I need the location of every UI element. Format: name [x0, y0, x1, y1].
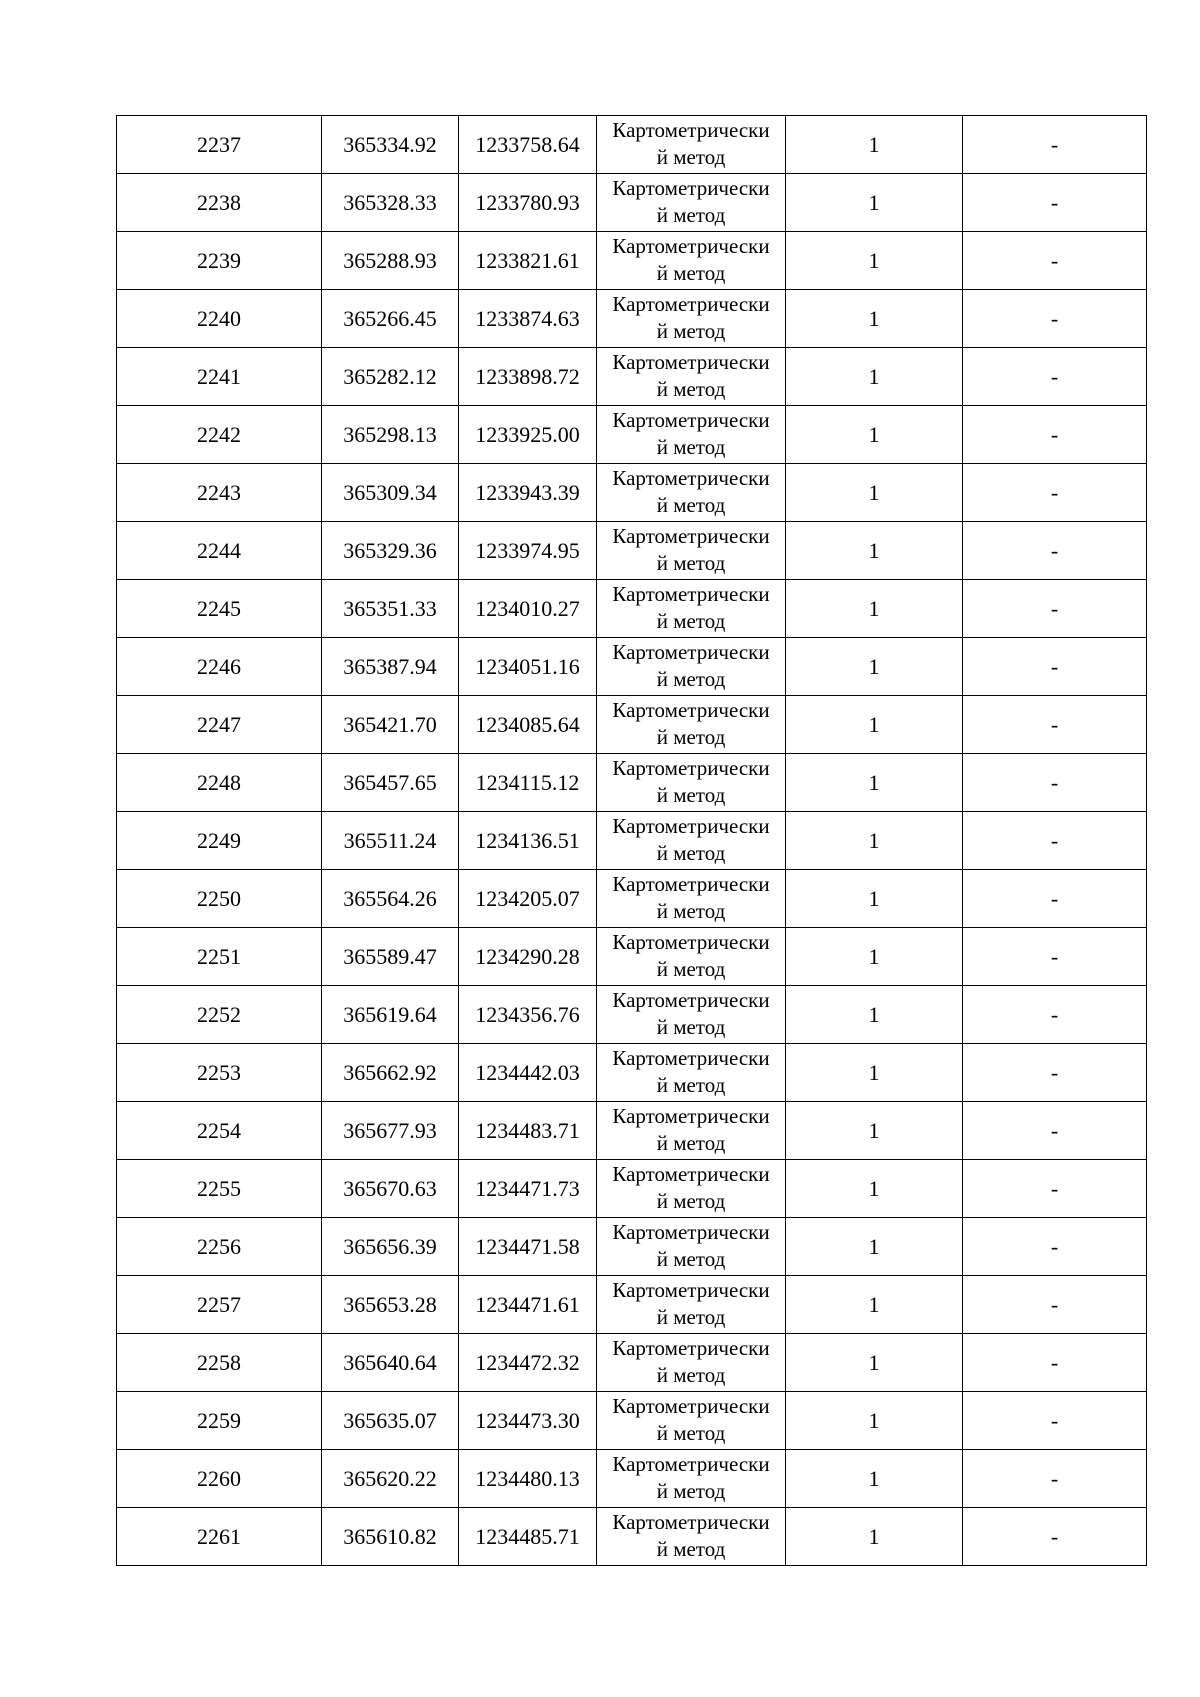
point-number-cell: 2239	[117, 232, 322, 290]
x-coordinate-cell: 365656.39	[322, 1218, 459, 1276]
method-line-1: Картометрически	[612, 1046, 770, 1070]
point-number-cell: 2248	[117, 754, 322, 812]
point-number-cell: 2251	[117, 928, 322, 986]
y-coordinate-cell: 1233780.93	[459, 174, 597, 232]
method-cell	[597, 464, 786, 522]
accuracy-cell: 1	[786, 870, 963, 928]
y-coordinate-cell: 1234356.76	[459, 986, 597, 1044]
method-line-1: Картометрически	[612, 1220, 770, 1244]
table-row	[117, 174, 1147, 232]
note-cell: -	[963, 232, 1147, 290]
method-line-1: Картометрически	[612, 756, 770, 780]
method-line-2: й метод	[656, 841, 726, 865]
method-line-1: Картометрически	[612, 582, 770, 606]
method-line-1: Картометрически	[612, 1394, 770, 1418]
note-cell: -	[963, 1334, 1147, 1392]
point-number-cell: 2260	[117, 1450, 322, 1508]
y-coordinate-cell: 1233943.39	[459, 464, 597, 522]
x-coordinate-cell: 365620.22	[322, 1450, 459, 1508]
accuracy-cell: 1	[786, 1160, 963, 1218]
method-line-1: Картометрически	[612, 988, 770, 1012]
x-coordinate-cell: 365266.45	[322, 290, 459, 348]
method-cell	[597, 116, 786, 174]
note-cell: -	[963, 174, 1147, 232]
method-cell	[597, 406, 786, 464]
table-row	[117, 522, 1147, 580]
method-line-2: й метод	[656, 1015, 726, 1039]
accuracy-cell: 1	[786, 1450, 963, 1508]
note-cell: -	[963, 638, 1147, 696]
x-coordinate-cell: 365334.92	[322, 116, 459, 174]
method-line-1: Картометрически	[612, 1104, 770, 1128]
method-cell	[597, 1508, 786, 1566]
table-row	[117, 232, 1147, 290]
x-coordinate-cell: 365329.36	[322, 522, 459, 580]
point-number-cell: 2240	[117, 290, 322, 348]
table-row	[117, 1392, 1147, 1450]
note-cell: -	[963, 464, 1147, 522]
table-row	[117, 1276, 1147, 1334]
method-cell	[597, 928, 786, 986]
method-line-2: й метод	[656, 609, 726, 633]
table-row	[117, 812, 1147, 870]
method-cell	[597, 754, 786, 812]
point-number-cell: 2257	[117, 1276, 322, 1334]
table-row	[117, 928, 1147, 986]
y-coordinate-cell: 1234471.58	[459, 1218, 597, 1276]
point-number-cell: 2261	[117, 1508, 322, 1566]
accuracy-cell: 1	[786, 580, 963, 638]
method-cell	[597, 1160, 786, 1218]
coordinates-table	[116, 115, 1147, 1566]
note-cell: -	[963, 1044, 1147, 1102]
x-coordinate-cell: 365511.24	[322, 812, 459, 870]
accuracy-cell: 1	[786, 174, 963, 232]
method-line-2: й метод	[656, 319, 726, 343]
note-cell: -	[963, 1450, 1147, 1508]
x-coordinate-cell: 365640.64	[322, 1334, 459, 1392]
method-line-2: й метод	[656, 435, 726, 459]
point-number-cell: 2246	[117, 638, 322, 696]
note-cell: -	[963, 696, 1147, 754]
x-coordinate-cell: 365288.93	[322, 232, 459, 290]
y-coordinate-cell: 1234471.73	[459, 1160, 597, 1218]
method-line-1: Картометрически	[612, 930, 770, 954]
method-line-1: Картометрически	[612, 698, 770, 722]
point-number-cell: 2252	[117, 986, 322, 1044]
x-coordinate-cell: 365589.47	[322, 928, 459, 986]
method-line-2: й метод	[656, 1363, 726, 1387]
method-line-1: Картометрически	[612, 1452, 770, 1476]
method-line-2: й метод	[656, 667, 726, 691]
method-line-2: й метод	[656, 203, 726, 227]
table-row	[117, 986, 1147, 1044]
method-line-1: Картометрически	[612, 1162, 770, 1186]
accuracy-cell: 1	[786, 1508, 963, 1566]
table-row	[117, 290, 1147, 348]
point-number-cell: 2249	[117, 812, 322, 870]
point-number-cell: 2238	[117, 174, 322, 232]
y-coordinate-cell: 1234480.13	[459, 1450, 597, 1508]
method-cell	[597, 1276, 786, 1334]
x-coordinate-cell: 365610.82	[322, 1508, 459, 1566]
point-number-cell: 2258	[117, 1334, 322, 1392]
y-coordinate-cell: 1234442.03	[459, 1044, 597, 1102]
method-cell	[597, 638, 786, 696]
method-cell	[597, 986, 786, 1044]
method-cell	[597, 1334, 786, 1392]
note-cell: -	[963, 1102, 1147, 1160]
method-line-1: Картометрически	[612, 118, 770, 142]
table-row	[117, 754, 1147, 812]
method-cell	[597, 290, 786, 348]
note-cell: -	[963, 1508, 1147, 1566]
accuracy-cell: 1	[786, 232, 963, 290]
point-number-cell: 2243	[117, 464, 322, 522]
method-cell	[597, 870, 786, 928]
y-coordinate-cell: 1233898.72	[459, 348, 597, 406]
point-number-cell: 2259	[117, 1392, 322, 1450]
table-row	[117, 1218, 1147, 1276]
method-line-1: Картометрически	[612, 350, 770, 374]
x-coordinate-cell: 365328.33	[322, 174, 459, 232]
accuracy-cell: 1	[786, 928, 963, 986]
x-coordinate-cell: 365564.26	[322, 870, 459, 928]
method-line-2: й метод	[656, 377, 726, 401]
y-coordinate-cell: 1234472.32	[459, 1334, 597, 1392]
method-line-2: й метод	[656, 725, 726, 749]
note-cell: -	[963, 1218, 1147, 1276]
method-line-1: Картометрически	[612, 814, 770, 838]
y-coordinate-cell: 1234205.07	[459, 870, 597, 928]
accuracy-cell: 1	[786, 464, 963, 522]
table-row	[117, 1044, 1147, 1102]
method-line-2: й метод	[656, 145, 726, 169]
accuracy-cell: 1	[786, 1392, 963, 1450]
method-line-1: Картометрически	[612, 1336, 770, 1360]
table-row	[117, 1334, 1147, 1392]
method-line-1: Картометрически	[612, 234, 770, 258]
note-cell: -	[963, 580, 1147, 638]
method-line-2: й метод	[656, 551, 726, 575]
method-line-1: Картометрически	[612, 466, 770, 490]
y-coordinate-cell: 1234483.71	[459, 1102, 597, 1160]
method-cell	[597, 522, 786, 580]
method-line-1: Картометрически	[612, 176, 770, 200]
method-cell	[597, 348, 786, 406]
accuracy-cell: 1	[786, 1102, 963, 1160]
table-row	[117, 580, 1147, 638]
table-row	[117, 1102, 1147, 1160]
y-coordinate-cell: 1234485.71	[459, 1508, 597, 1566]
point-number-cell: 2250	[117, 870, 322, 928]
point-number-cell: 2247	[117, 696, 322, 754]
method-line-2: й метод	[656, 1421, 726, 1445]
y-coordinate-cell: 1233758.64	[459, 116, 597, 174]
table-row	[117, 1508, 1147, 1566]
method-line-1: Картометрически	[612, 1278, 770, 1302]
method-line-2: й метод	[656, 1131, 726, 1155]
accuracy-cell: 1	[786, 638, 963, 696]
method-line-2: й метод	[656, 783, 726, 807]
accuracy-cell: 1	[786, 812, 963, 870]
table-row	[117, 638, 1147, 696]
method-line-2: й метод	[656, 261, 726, 285]
x-coordinate-cell: 365662.92	[322, 1044, 459, 1102]
note-cell: -	[963, 1160, 1147, 1218]
y-coordinate-cell: 1233925.00	[459, 406, 597, 464]
method-cell	[597, 1218, 786, 1276]
y-coordinate-cell: 1234051.16	[459, 638, 597, 696]
note-cell: -	[963, 348, 1147, 406]
note-cell: -	[963, 754, 1147, 812]
table-row	[117, 348, 1147, 406]
table-row	[117, 464, 1147, 522]
note-cell: -	[963, 928, 1147, 986]
note-cell: -	[963, 522, 1147, 580]
point-number-cell: 2256	[117, 1218, 322, 1276]
accuracy-cell: 1	[786, 290, 963, 348]
x-coordinate-cell: 365351.33	[322, 580, 459, 638]
note-cell: -	[963, 812, 1147, 870]
method-line-2: й метод	[656, 1479, 726, 1503]
y-coordinate-cell: 1233974.95	[459, 522, 597, 580]
method-line-1: Картометрически	[612, 408, 770, 432]
point-number-cell: 2237	[117, 116, 322, 174]
method-line-1: Картометрически	[612, 872, 770, 896]
x-coordinate-cell: 365653.28	[322, 1276, 459, 1334]
y-coordinate-cell: 1234290.28	[459, 928, 597, 986]
method-cell	[597, 174, 786, 232]
table-row	[117, 870, 1147, 928]
y-coordinate-cell: 1234473.30	[459, 1392, 597, 1450]
method-cell	[597, 1392, 786, 1450]
method-cell	[597, 812, 786, 870]
note-cell: -	[963, 116, 1147, 174]
method-line-2: й метод	[656, 1537, 726, 1561]
x-coordinate-cell: 365421.70	[322, 696, 459, 754]
table-row	[117, 116, 1147, 174]
accuracy-cell: 1	[786, 116, 963, 174]
accuracy-cell: 1	[786, 1044, 963, 1102]
point-number-cell: 2242	[117, 406, 322, 464]
note-cell: -	[963, 1392, 1147, 1450]
y-coordinate-cell: 1234010.27	[459, 580, 597, 638]
x-coordinate-cell: 365387.94	[322, 638, 459, 696]
accuracy-cell: 1	[786, 522, 963, 580]
method-line-1: Картометрически	[612, 1510, 770, 1534]
method-cell	[597, 1450, 786, 1508]
method-line-2: й метод	[656, 957, 726, 981]
method-line-1: Картометрически	[612, 292, 770, 316]
y-coordinate-cell: 1234115.12	[459, 754, 597, 812]
method-line-2: й метод	[656, 899, 726, 923]
accuracy-cell: 1	[786, 348, 963, 406]
accuracy-cell: 1	[786, 1218, 963, 1276]
note-cell: -	[963, 1276, 1147, 1334]
point-number-cell: 2254	[117, 1102, 322, 1160]
table-row	[117, 696, 1147, 754]
table-row	[117, 406, 1147, 464]
accuracy-cell: 1	[786, 406, 963, 464]
method-line-1: Картометрически	[612, 524, 770, 548]
method-cell	[597, 232, 786, 290]
x-coordinate-cell: 365298.13	[322, 406, 459, 464]
method-line-2: й метод	[656, 493, 726, 517]
note-cell: -	[963, 986, 1147, 1044]
method-cell	[597, 1044, 786, 1102]
method-line-2: й метод	[656, 1305, 726, 1329]
accuracy-cell: 1	[786, 754, 963, 812]
x-coordinate-cell: 365677.93	[322, 1102, 459, 1160]
method-line-2: й метод	[656, 1073, 726, 1097]
method-cell	[597, 580, 786, 638]
table-body	[117, 116, 1147, 1566]
note-cell: -	[963, 290, 1147, 348]
table-row	[117, 1160, 1147, 1218]
x-coordinate-cell: 365457.65	[322, 754, 459, 812]
x-coordinate-cell: 365635.07	[322, 1392, 459, 1450]
x-coordinate-cell: 365670.63	[322, 1160, 459, 1218]
method-line-1: Картометрически	[612, 640, 770, 664]
method-cell	[597, 1102, 786, 1160]
accuracy-cell: 1	[786, 986, 963, 1044]
x-coordinate-cell: 365309.34	[322, 464, 459, 522]
method-cell	[597, 696, 786, 754]
point-number-cell: 2241	[117, 348, 322, 406]
y-coordinate-cell: 1233821.61	[459, 232, 597, 290]
y-coordinate-cell: 1234085.64	[459, 696, 597, 754]
method-line-2: й метод	[656, 1247, 726, 1271]
x-coordinate-cell: 365282.12	[322, 348, 459, 406]
x-coordinate-cell: 365619.64	[322, 986, 459, 1044]
y-coordinate-cell: 1234136.51	[459, 812, 597, 870]
method-line-2: й метод	[656, 1189, 726, 1213]
accuracy-cell: 1	[786, 696, 963, 754]
note-cell: -	[963, 870, 1147, 928]
y-coordinate-cell: 1233874.63	[459, 290, 597, 348]
point-number-cell: 2244	[117, 522, 322, 580]
point-number-cell: 2245	[117, 580, 322, 638]
point-number-cell: 2253	[117, 1044, 322, 1102]
note-cell: -	[963, 406, 1147, 464]
accuracy-cell: 1	[786, 1334, 963, 1392]
point-number-cell: 2255	[117, 1160, 322, 1218]
y-coordinate-cell: 1234471.61	[459, 1276, 597, 1334]
table-row	[117, 1450, 1147, 1508]
accuracy-cell: 1	[786, 1276, 963, 1334]
